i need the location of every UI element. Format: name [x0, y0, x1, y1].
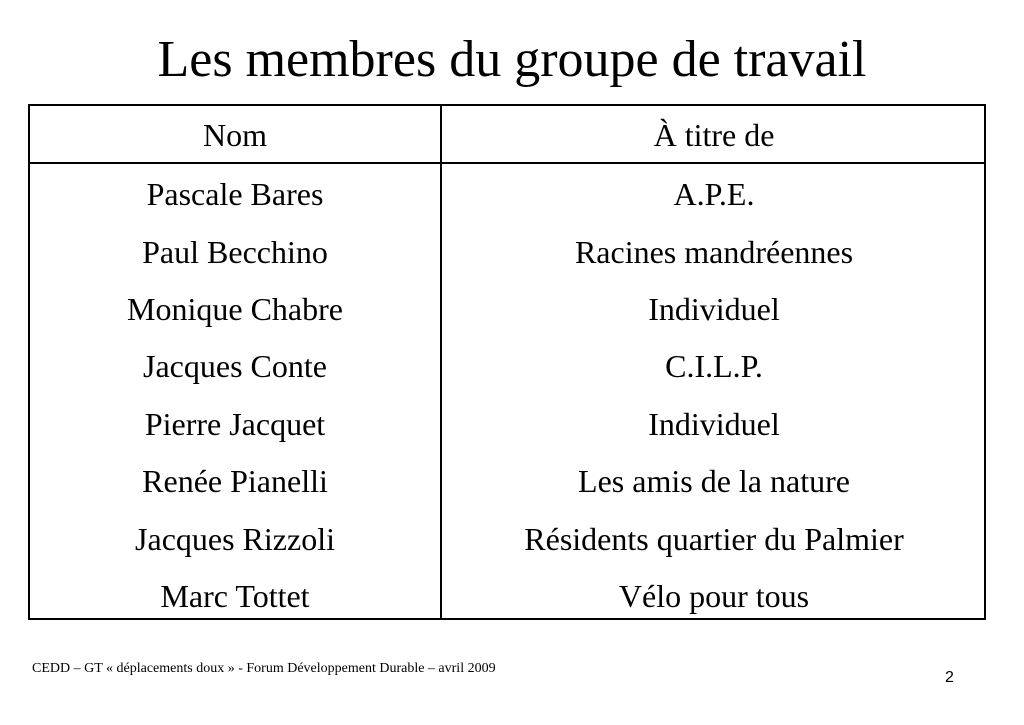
member-role: Vélo pour tous	[618, 578, 810, 614]
member-role: Les amis de la nature	[578, 463, 850, 499]
header-name: Nom	[203, 117, 267, 153]
member-role: Individuel	[648, 406, 780, 442]
member-name: Renée Pianelli	[142, 463, 328, 499]
member-role: C.I.L.P.	[665, 348, 763, 384]
member-name: Paul Becchino	[142, 234, 328, 270]
member-name: Jacques Rizzoli	[135, 521, 335, 557]
member-name: Jacques Conte	[143, 348, 327, 384]
slide-title: Les membres du groupe de travail	[157, 31, 867, 88]
slide-footer: CEDD – GT « déplacements doux » - Forum Développement Durable – avril 2009	[32, 661, 496, 676]
member-name: Pascale Bares	[146, 176, 324, 212]
member-role: A.P.E.	[673, 176, 755, 212]
member-role: Racines mandréennes	[574, 234, 854, 270]
member-name: Marc Tottet	[160, 578, 310, 614]
header-divider	[30, 162, 984, 164]
member-role: Individuel	[648, 291, 780, 327]
header-role: À titre de	[653, 117, 775, 153]
member-name: Pierre Jacquet	[144, 406, 326, 442]
member-role: Résidents quartier du Palmier	[524, 521, 904, 557]
page-number: 2	[945, 669, 954, 686]
members-table	[28, 104, 986, 620]
member-name: Monique Chabre	[127, 291, 343, 327]
